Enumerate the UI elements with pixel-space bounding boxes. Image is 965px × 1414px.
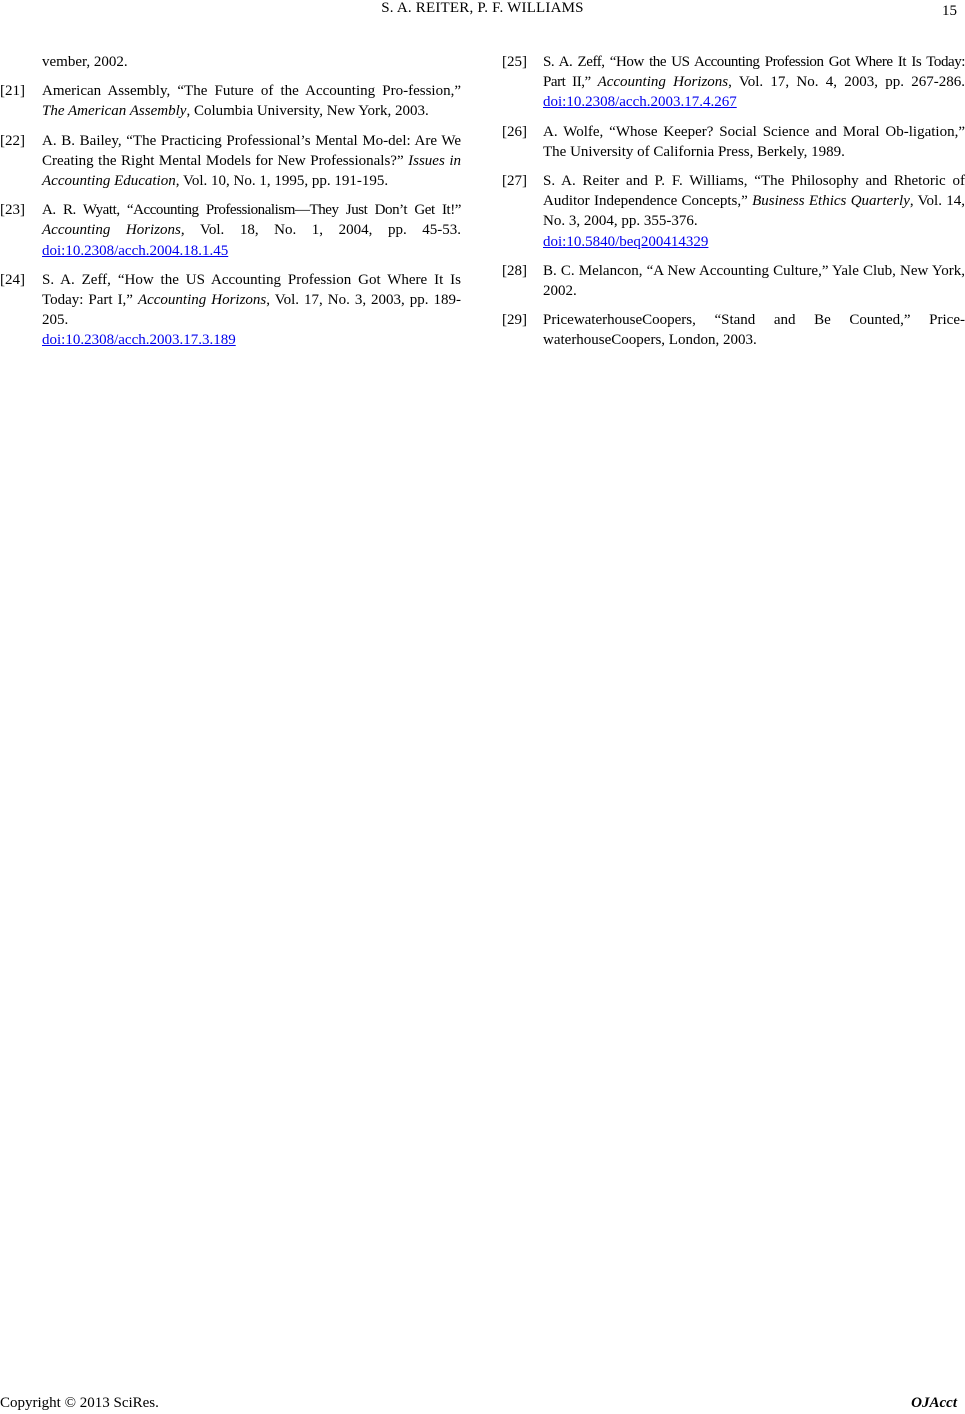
- reference-source: Accounting Horizons: [597, 74, 729, 91]
- doi-link[interactable]: doi:10.2308/acch.2003.17.3.189: [42, 332, 236, 349]
- reference-24: [0, 270, 461, 351]
- reference-number: [24]: [0, 271, 25, 288]
- reference-text: S. A. Zeff, “How the US Accounting Profession Got Where It Is Today: Part II,”: [543, 54, 965, 91]
- reference-29: [502, 310, 965, 350]
- reference-text: B. C. Melancon, “A New Accounting Culture,” Yale Club, New York, 2002.: [543, 262, 965, 300]
- doi-link[interactable]: doi:10.2308/acch.2003.17.4.267: [543, 94, 737, 111]
- reference-text: A. B. Bailey, “The Practicing Professional’s Mental Mo-del: Are We Creating the Right Mental Models for New Professionals?”: [42, 132, 461, 169]
- running-header-authors: S. A. REITER, P. F. WILLIAMS: [381, 0, 584, 16]
- reference-details: , Vol. 17, No. 3, 2003, pp. 189-205.: [42, 292, 461, 329]
- reference-source: Accounting Horizons: [42, 222, 181, 239]
- reference-28: [502, 261, 965, 301]
- reference-continuation: vember, 2002.: [42, 54, 128, 70]
- reference-text: A. Wolfe, “Whose Keeper? Social Science and Moral Ob-ligation,” The University of California Press, Berkely, 1989.: [543, 123, 965, 160]
- reference-number: [21]: [0, 83, 25, 100]
- reference-22: [0, 131, 461, 192]
- reference-27: [502, 171, 965, 252]
- doi-link[interactable]: doi:10.5840/beq200414329: [543, 233, 709, 250]
- reference-source: Accounting Horizons: [137, 292, 267, 309]
- reference-source: Business Ethics Quarterly: [752, 193, 910, 210]
- reference-text: American Assembly, “The Future of the Accounting Pro-fession,”: [42, 83, 461, 100]
- doi-link[interactable]: doi:10.2308/acch.2004.18.1.45: [42, 242, 229, 259]
- reference-number: [23]: [0, 202, 25, 219]
- reference-details: , Vol. 10, No. 1, 1995, pp. 191-195.: [175, 173, 389, 190]
- reference-number: [26]: [502, 123, 527, 140]
- reference-number: [28]: [502, 262, 527, 279]
- right-column: [502, 52, 965, 360]
- reference-21: [0, 81, 461, 121]
- reference-details: , Vol. 18, No. 1, 2004, pp. 45-53.: [180, 222, 462, 239]
- reference-25: [502, 52, 965, 113]
- left-column: [0, 52, 461, 360]
- reference-details: , Vol. 14, No. 3, 2004, pp. 355-376.: [543, 193, 965, 230]
- reference-23: [0, 200, 461, 261]
- reference-source: Issues in Accounting Education: [42, 152, 461, 190]
- reference-details: , Vol. 17, No. 4, 2003, pp. 267-286.: [728, 74, 965, 91]
- reference-text: S. A. Reiter and P. F. Williams, “The Philosophy and Rhetoric of Auditor Independence Concepts,”: [543, 173, 965, 210]
- reference-number: [25]: [502, 54, 527, 70]
- reference-source: The American Assembly: [42, 103, 187, 120]
- reference-number: [27]: [502, 173, 527, 190]
- journal-abbreviation: OJAcct: [911, 1395, 957, 1411]
- reference-26: [502, 122, 965, 162]
- reference-text: A. R. Wyatt, “Accounting Professionalism—They Just Don’t Get It!”: [42, 202, 461, 219]
- copyright-notice: Copyright © 2013 SciRes.: [0, 1395, 159, 1411]
- reference-number: [29]: [502, 312, 527, 329]
- reference-number: [22]: [0, 132, 25, 149]
- reference-details: , Columbia University, New York, 2003.: [186, 103, 429, 120]
- page-number: 15: [942, 3, 957, 19]
- reference-text: S. A. Zeff, “How the US Accounting Profession Got Where It Is Today: Part I,”: [42, 271, 461, 309]
- reference-text: PricewaterhouseCoopers, “Stand and Be Counted,” Price-waterhouseCoopers, London, 2003.: [543, 312, 965, 349]
